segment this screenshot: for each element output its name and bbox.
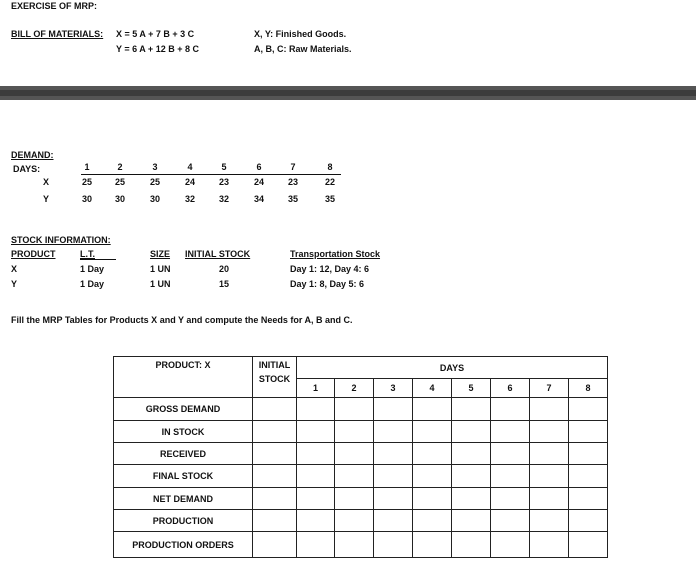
demand-value: 32 [184,194,195,204]
mrp-day-cell[interactable] [374,421,413,443]
mrp-day-cell[interactable] [452,465,491,488]
demand-product-label: Y [43,194,50,204]
demand-value: 24 [184,177,195,187]
mrp-day-cell[interactable] [374,443,413,465]
page-divider-inner [0,90,696,96]
mrp-day-cell[interactable] [491,465,530,488]
demand-value: 25 [81,177,92,187]
mrp-day-cell[interactable] [530,532,569,558]
mrp-day-header: 2 [335,379,374,398]
demand-value: 23 [218,177,229,187]
stock-header-product: PRODUCT [11,249,56,259]
mrp-day-cell[interactable] [335,510,374,532]
mrp-day-cell[interactable] [491,443,530,465]
demand-day-header: 1 [84,162,90,172]
mrp-days-header [297,357,608,379]
mrp-row-label: FINAL STOCK [114,465,253,488]
mrp-day-cell[interactable] [569,398,608,421]
stock-header-size: SIZE [150,249,171,259]
demand-value: 30 [114,194,125,204]
mrp-row [114,510,608,532]
mrp-initial-stock-cell[interactable] [253,532,297,558]
mrp-initial-stock-cell[interactable] [253,488,297,510]
mrp-row-label: NET DEMAND [114,488,253,510]
stock-row-lt: 1 Day [80,279,105,289]
mrp-day-cell[interactable] [530,510,569,532]
mrp-day-cell[interactable] [413,532,452,558]
mrp-row [114,465,608,488]
mrp-row-label: RECEIVED [114,443,253,465]
stock-row-product: Y [11,279,18,289]
mrp-day-cell[interactable] [297,510,335,532]
mrp-row [114,443,608,465]
stock-row-initial: 20 [219,264,230,274]
mrp-day-cell[interactable] [297,421,335,443]
demand-value: 24 [253,177,264,187]
mrp-day-header: 6 [491,379,530,398]
mrp-day-cell[interactable] [491,532,530,558]
bom-line-1: X = 5 A + 7 B + 3 C [116,29,195,39]
mrp-row-label: GROSS DEMAND [114,398,253,421]
mrp-day-cell[interactable] [569,532,608,558]
bom-line-2: Y = 6 A + 12 B + 8 C [116,44,199,54]
mrp-day-header: 8 [569,379,608,398]
demand-day-header: 8 [327,162,333,172]
mrp-day-cell[interactable] [413,510,452,532]
mrp-day-cell[interactable] [530,443,569,465]
mrp-initial-stock-cell[interactable] [253,510,297,532]
mrp-day-cell[interactable] [452,532,491,558]
days-label: DAYS: [13,164,41,174]
stock-header-transport: Transportation Stock [290,249,381,259]
mrp-day-header: 3 [374,379,413,398]
mrp-day-cell[interactable] [335,532,374,558]
demand-value: 30 [81,194,92,204]
stock-header-lt-line [80,259,116,260]
mrp-day-cell[interactable] [491,421,530,443]
mrp-body [114,398,608,558]
demand-value: 25 [149,177,160,187]
mrp-day-cell[interactable] [452,421,491,443]
mrp-day-cell[interactable] [413,465,452,488]
demand-product-label: X [43,177,50,187]
demand-value: 25 [114,177,125,187]
mrp-day-cell[interactable] [335,443,374,465]
demand-day-header: 3 [152,162,158,172]
mrp-day-cell[interactable] [297,532,335,558]
stock-row-product: X [11,264,18,274]
mrp-day-cell[interactable] [491,510,530,532]
demand-underline [81,174,341,175]
mrp-row-label: PRODUCTION [114,510,253,532]
demand-value: 32 [218,194,229,204]
mrp-day-cell[interactable] [530,421,569,443]
demand-value: 30 [149,194,160,204]
stock-header-initial: INITIAL STOCK [185,249,251,259]
mrp-day-cell[interactable] [374,532,413,558]
mrp-day-cell[interactable] [569,443,608,465]
bom-note-1: X, Y: Finished Goods. [254,29,347,39]
mrp-table [113,356,608,558]
mrp-product-label: PRODUCT: X [155,360,211,370]
mrp-days-label: DAYS [439,362,465,373]
mrp-day-header: 4 [413,379,452,398]
mrp-row-label: PRODUCTION ORDERS [114,532,253,558]
mrp-day-cell[interactable] [297,398,335,421]
mrp-day-cell[interactable] [452,510,491,532]
stock-header-lt: L.T. [80,249,95,259]
demand-day-header: 2 [117,162,123,172]
mrp-row [114,421,608,443]
mrp-day-cell[interactable] [413,421,452,443]
mrp-day-cell[interactable] [335,488,374,510]
mrp-day-cell[interactable] [413,443,452,465]
demand-day-header: 5 [221,162,227,172]
mrp-day-cell[interactable] [374,488,413,510]
mrp-day-cell[interactable] [491,488,530,510]
stock-row-initial: 15 [219,279,230,289]
mrp-initial-stock-header: INITIAL STOCK [253,357,297,398]
mrp-day-cell[interactable] [452,443,491,465]
mrp-day-cell[interactable] [530,465,569,488]
demand-value: 34 [253,194,264,204]
mrp-day-cell[interactable] [491,398,530,421]
mrp-initial-stock-cell[interactable] [253,398,297,421]
mrp-day-cell[interactable] [452,398,491,421]
mrp-day-cell[interactable] [569,421,608,443]
mrp-day-cell[interactable] [530,398,569,421]
stock-row-size: 1 UN [150,279,171,289]
mrp-row-label: IN STOCK [114,421,253,443]
demand-day-header: 4 [187,162,193,172]
mrp-day-cell[interactable] [374,510,413,532]
mrp-day-cell[interactable] [335,421,374,443]
mrp-day-cell[interactable] [530,488,569,510]
demand-value: 35 [287,194,298,204]
stock-row-lt: 1 Day [80,264,105,274]
mrp-day-cell[interactable] [569,510,608,532]
bom-note-2: A, B, C: Raw Materials. [254,44,352,54]
mrp-day-cell[interactable] [569,465,608,488]
demand-day-header: 6 [256,162,262,172]
page-title: EXERCISE OF MRP: [11,1,98,11]
mrp-day-cell[interactable] [452,488,491,510]
mrp-day-header: 7 [530,379,569,398]
stock-label: STOCK INFORMATION: [11,235,111,245]
mrp-day-cell[interactable] [297,465,335,488]
demand-value: 22 [324,177,335,187]
stock-row-transport: Day 1: 8, Day 5: 6 [290,279,365,289]
mrp-day-cell[interactable] [569,488,608,510]
demand-label: DEMAND: [11,150,54,160]
stock-row-transport: Day 1: 12, Day 4: 6 [290,264,370,274]
demand-value: 23 [287,177,298,187]
mrp-day-cell[interactable] [335,398,374,421]
mrp-day-header: 5 [452,379,491,398]
instruction-text: Fill the MRP Tables for Products X and Y and compute the Needs for A, B and C. [11,315,353,325]
mrp-row [114,532,608,558]
demand-day-header: 7 [290,162,296,172]
mrp-day-cell[interactable] [297,443,335,465]
mrp-day-cell[interactable] [413,488,452,510]
mrp-day-cell[interactable] [374,465,413,488]
mrp-initial-stock-cell[interactable] [253,421,297,443]
mrp-product-header [114,357,253,398]
mrp-day-header: 1 [297,379,335,398]
stock-row-size: 1 UN [150,264,171,274]
demand-value: 35 [324,194,335,204]
mrp-day-cell[interactable] [374,398,413,421]
mrp-initial-stock-cell[interactable] [253,443,297,465]
mrp-row [114,488,608,510]
mrp-row [114,398,608,421]
mrp-day-cell[interactable] [297,488,335,510]
bom-label: BILL OF MATERIALS: [11,29,104,39]
mrp-day-cell[interactable] [413,398,452,421]
mrp-day-cell[interactable] [335,465,374,488]
mrp-initial-stock-cell[interactable] [253,465,297,488]
